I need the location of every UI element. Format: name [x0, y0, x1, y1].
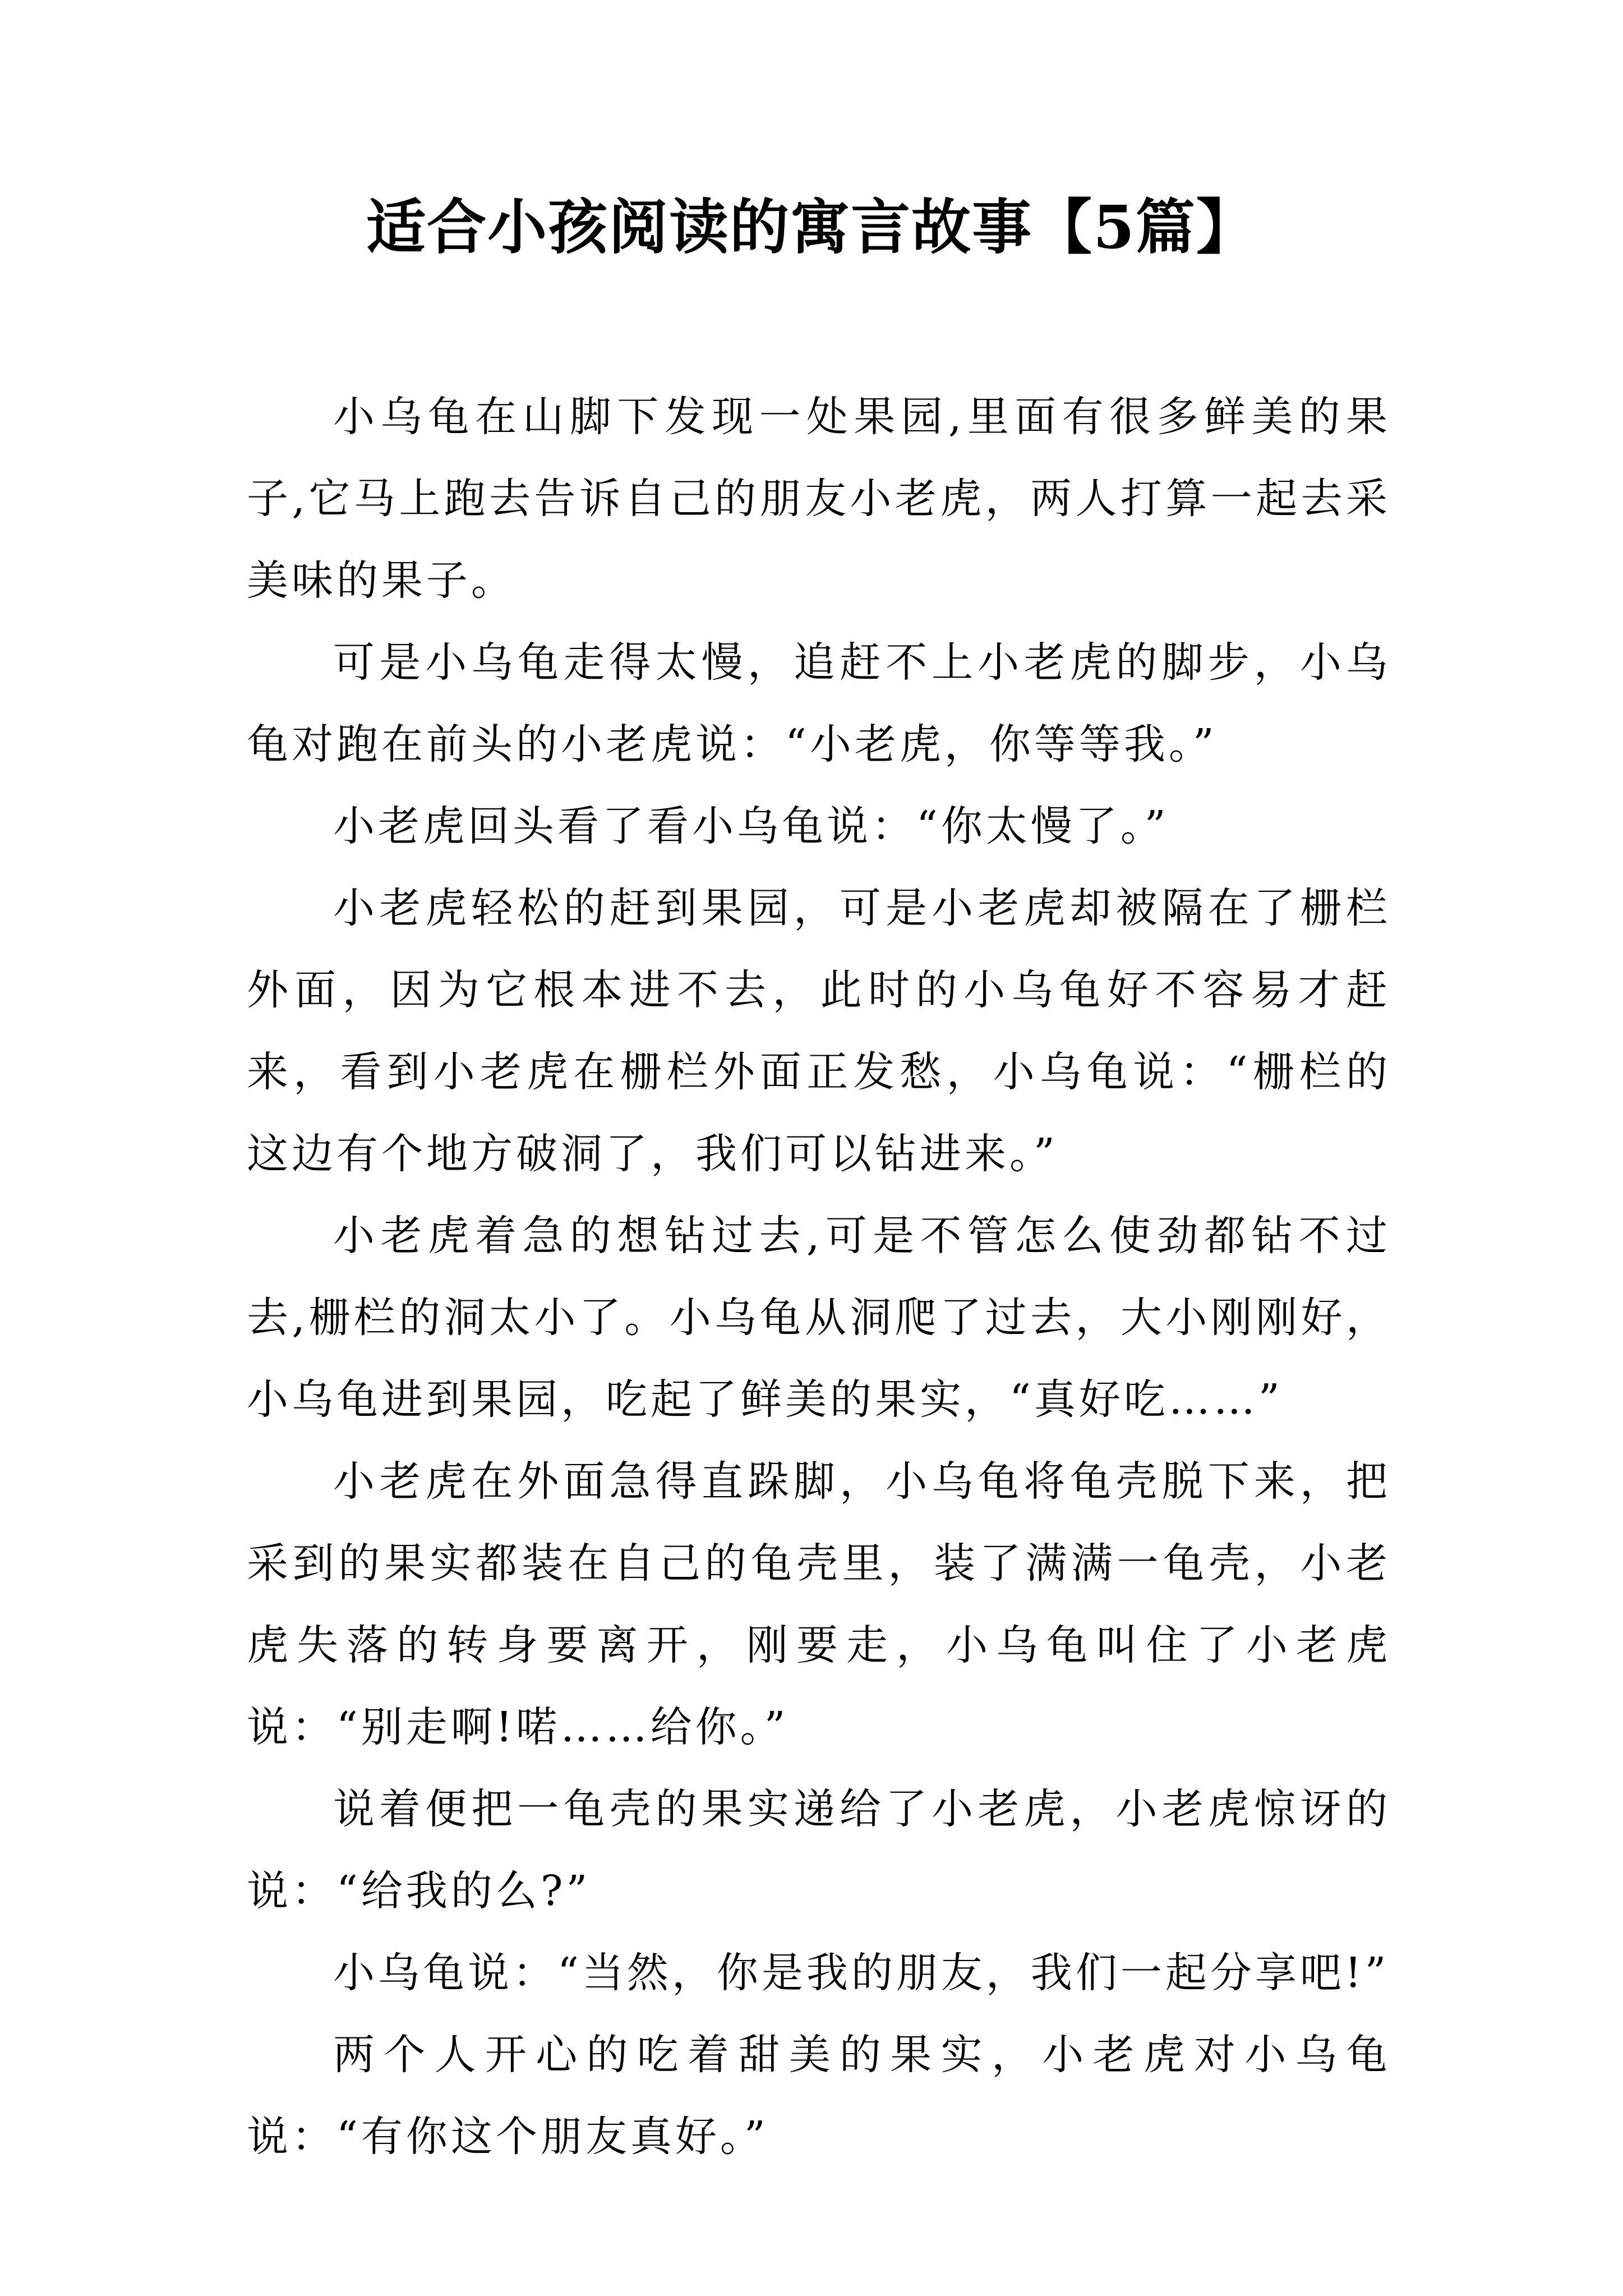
story-paragraph: 小乌龟在山脚下发现一处果园,里面有很多鲜美的果子,它马上跑去告诉自己的朋友小老虎，两人打算一起去采美味的果子。 [247, 393, 1391, 605]
story-paragraph: 小乌龟说：“当然，你是我的朋友，我们一起分享吧!” [333, 1949, 1390, 1997]
story-paragraph: 两个人开心的吃着甜美的果实，小老虎对小乌龟说：“有你这个朋友真好。” [247, 2031, 1391, 2161]
story-paragraph: 小老虎回头看了看小乌龟说：“你太慢了。” [333, 802, 1169, 850]
story-paragraph: 小老虎着急的想钻过去,可是不管怎么使劲都钻不过去,栅栏的洞太小了。小乌龟从洞爬了过去，大小刚刚好，小乌龟进到果园，吃起了鲜美的果实，“真好吃……” [247, 1212, 1391, 1424]
story-paragraph: 说着便把一龟壳的果实递给了小老虎，小老虎惊讶的说：“给我的么?” [247, 1785, 1391, 1915]
document-title: 适合小孩阅读的寓言故事【5篇】 [366, 192, 1257, 262]
document-body [247, 376, 1391, 2178]
story-paragraph: 小老虎轻松的赶到果园，可是小老虎却被隔在了栅栏外面，因为它根本进不去，此时的小乌龟好不容易才赶来，看到小老虎在栅栏外面正发愁，小乌龟说：“栅栏的这边有个地方破洞了，我们可以钻进来。” [247, 884, 1391, 1178]
story-paragraph: 可是小乌龟走得太慢，追赶不上小老虎的脚步，小乌龟对跑在前头的小老虎说：“小老虎，你等等我。” [247, 638, 1391, 769]
story-paragraph: 小老虎在外面急得直跺脚，小乌龟将龟壳脱下来，把采到的果实都装在自己的龟壳里，装了满满一龟壳，小老虎失落的转身要离开，刚要走，小乌龟叫住了小老虎说：“别走啊!喏……给你。” [247, 1457, 1391, 1751]
